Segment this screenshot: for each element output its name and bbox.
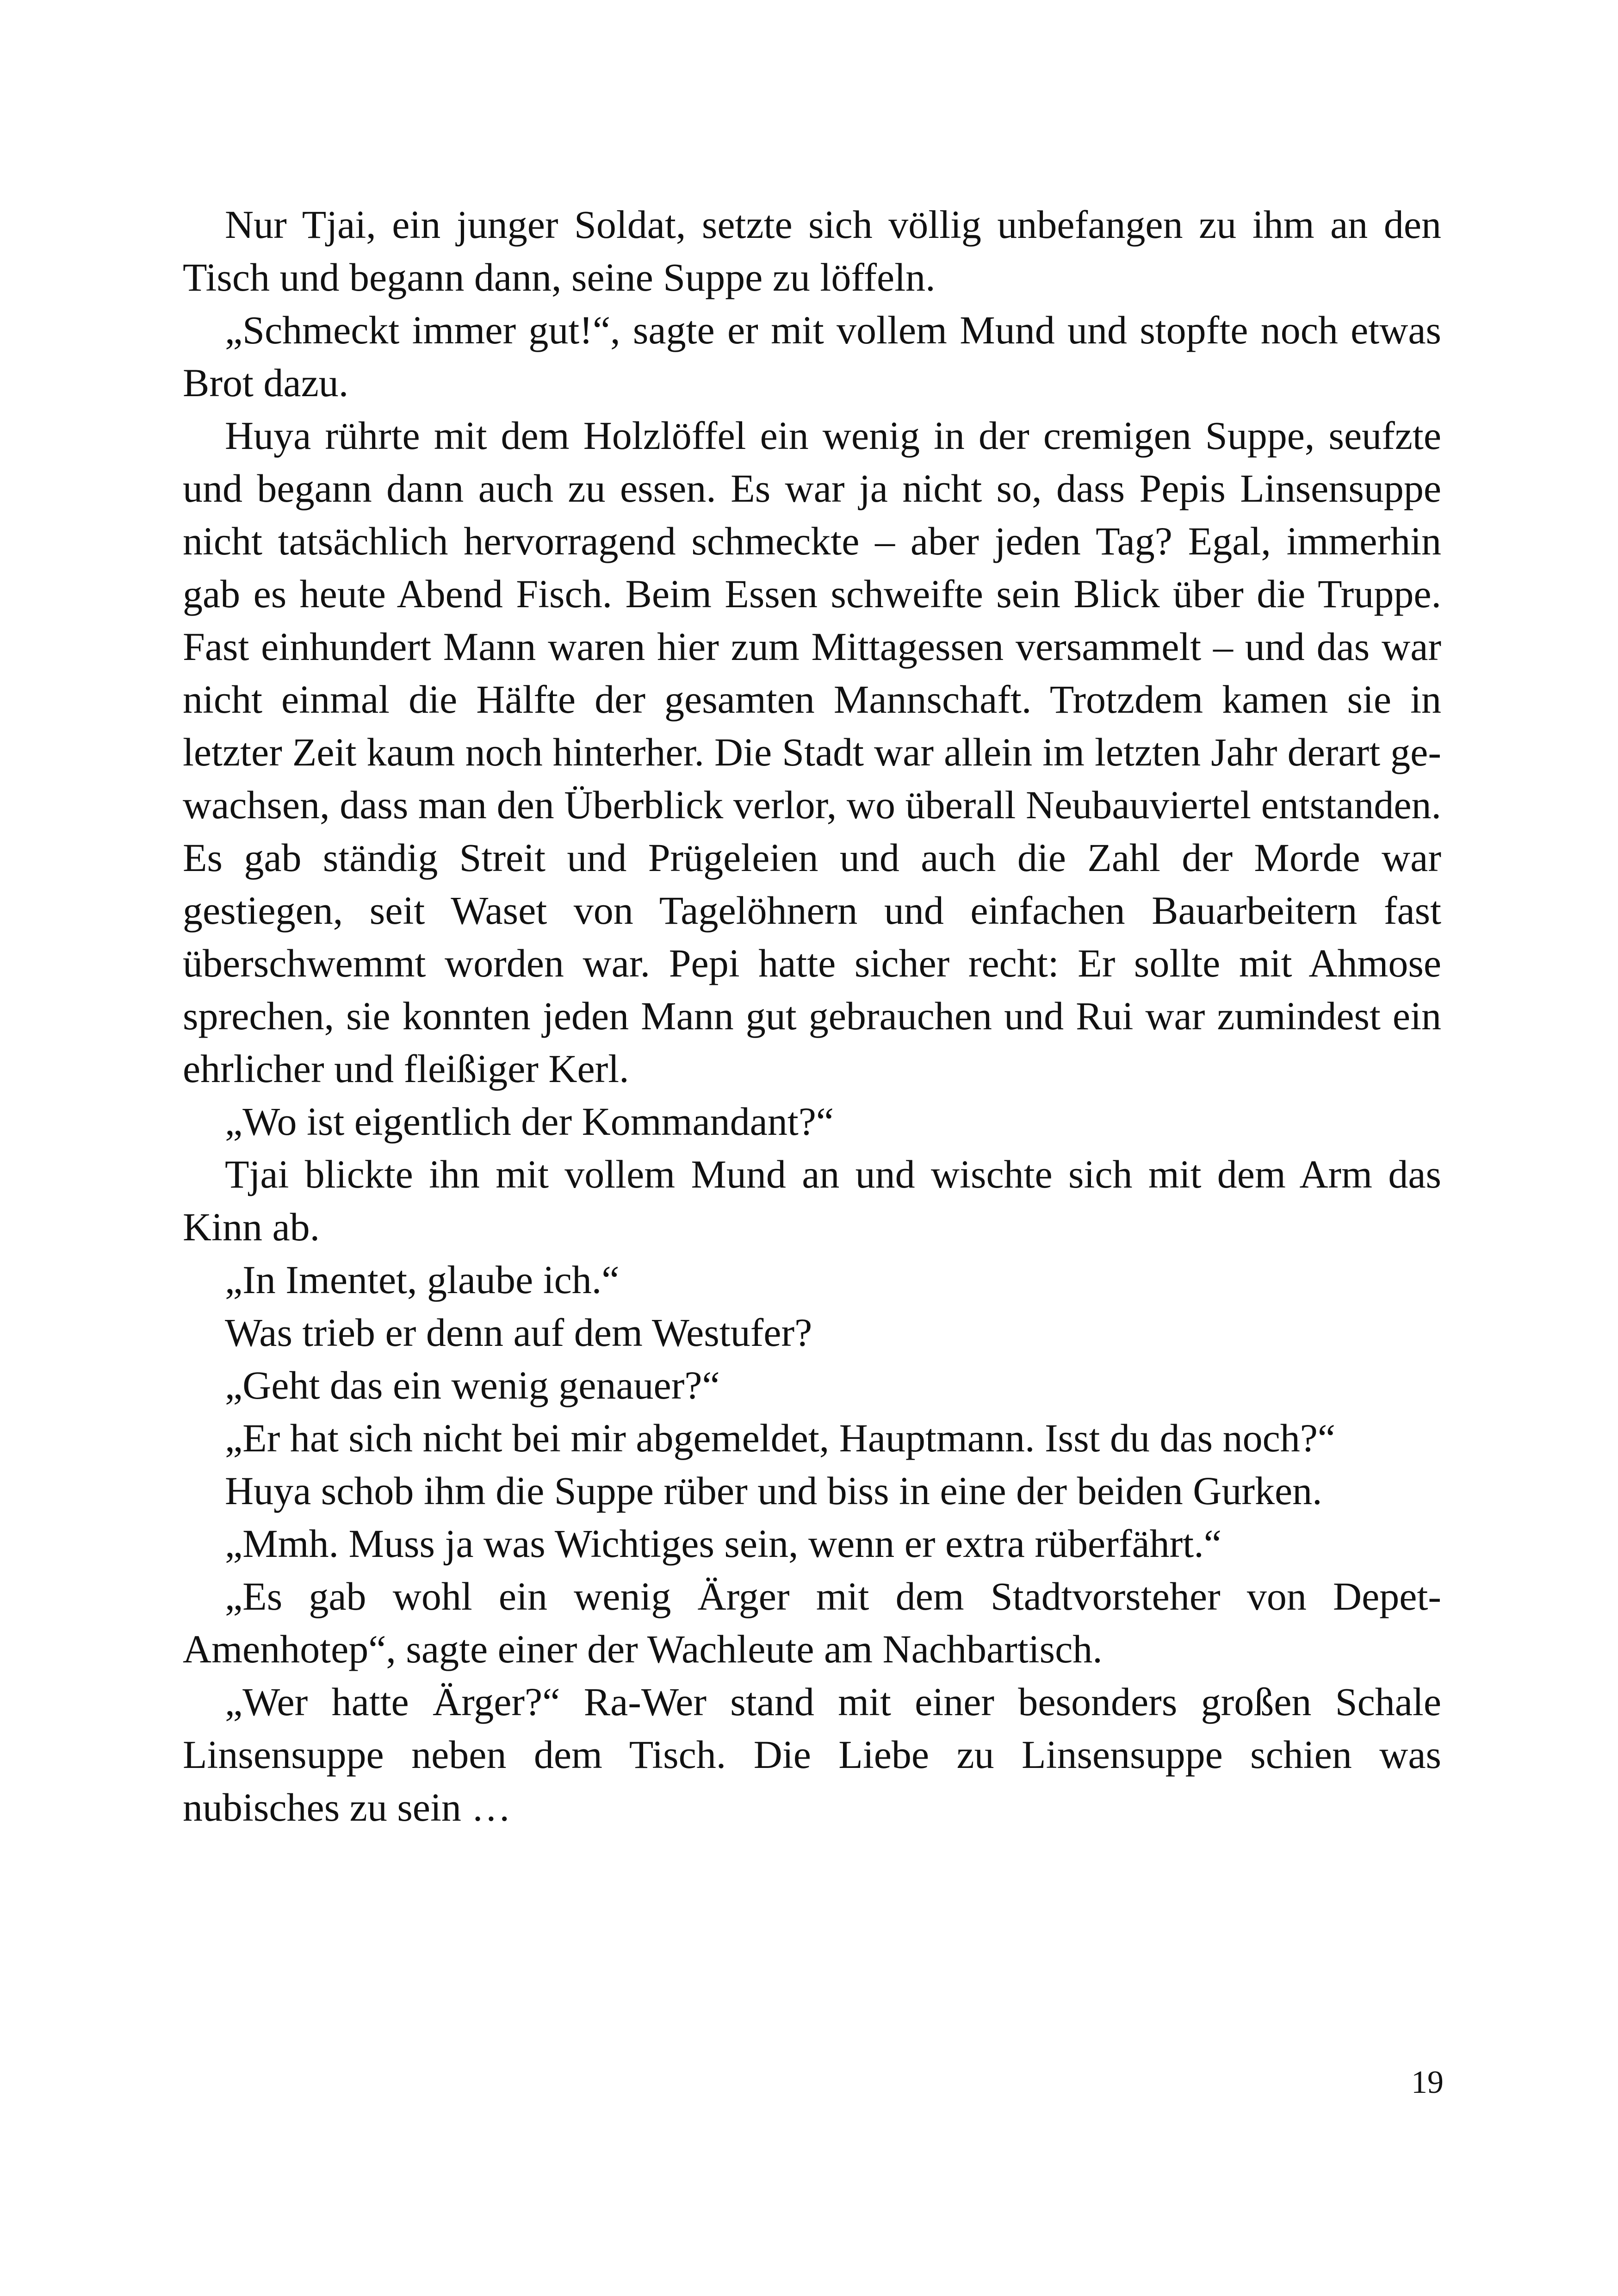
paragraph: „Wer hatte Ärger?“ Ra-Wer stand mit einer besonders großen Schale Linsensuppe neben dem Tisch. Die Liebe zu Linsensuppe schien was nubisches zu sein … xyxy=(183,1680,1441,1829)
paragraph: „Mmh. Muss ja was Wichtiges sein, wenn er extra rüberfährt.“ xyxy=(225,1521,1221,1566)
paragraph: „Wo ist eigentlich der Kommandant?“ xyxy=(225,1099,834,1144)
page-number: 19 xyxy=(1411,2065,1444,2100)
paragraph: „Es gab wohl ein wenig Ärger mit dem Stadtvorsteher von Depet-Amenhotep“, sagte einer der Wachleute am Nachbartisch. xyxy=(183,1574,1441,1671)
paragraph: „In Imentet, glaube ich.“ xyxy=(225,1257,620,1302)
paragraph: Tjai blickte ihn mit vollem Mund an und wischte sich mit dem Arm das Kinn ab. xyxy=(183,1152,1441,1249)
paragraph: „Schmeckt immer gut!“, sagte er mit vollem Mund und stopfte noch etwas Brot dazu. xyxy=(183,308,1441,405)
body-text xyxy=(183,198,1441,1834)
paragraph: Huya schob ihm die Suppe rüber und biss in eine der beiden Gurken. xyxy=(225,1468,1322,1513)
paragraph: Huya rührte mit dem Holzlöffel ein wenig in der cremigen Suppe, seufzte und begann dann auch zu essen. Es war ja nicht so, dass Pepis Linsensuppe nicht tatsächlich hervorragend schmeckte – aber jeden Tag? Egal, immerhin gab es heute Abend Fisch. Beim Essen schweifte sein Blick über die Truppe. Fast einhundert Mann waren hier zum Mittagessen versammelt – und das war nicht einmal die Hälfte der gesamten Mannschaft. Trotzdem kamen sie in letzter Zeit kaum noch hinterher. Die Stadt war allein im letzten Jahr derart gewachsen, dass man den Überblick verlor, wo überall Neubauviertel entstanden. Es gab ständig Streit und Prügeleien und auch die Zahl der Morde war gestiegen, seit Waset von Tagelöhnern und einfachen Bauarbeitern fast überschwemmt worden war. Pepi hatte sicher recht: Er sollte mit Ahmose sprechen, sie konnten jeden Mann gut gebrauchen und Rui war zumindest ein ehrlicher und fleißiger Kerl. xyxy=(183,413,1441,1091)
paragraph: „Er hat sich nicht bei mir abgemeldet, Hauptmann. Isst du das noch?“ xyxy=(225,1416,1336,1460)
paragraph: Was trieb er denn auf dem Westufer? xyxy=(225,1310,812,1355)
paragraph: „Geht das ein wenig genauer?“ xyxy=(225,1363,720,1407)
paragraph: Nur Tjai, ein junger Soldat, setzte sich völlig unbefangen zu ihm an den Tisch und begann dann, seine Suppe zu löffeln. xyxy=(183,202,1441,299)
